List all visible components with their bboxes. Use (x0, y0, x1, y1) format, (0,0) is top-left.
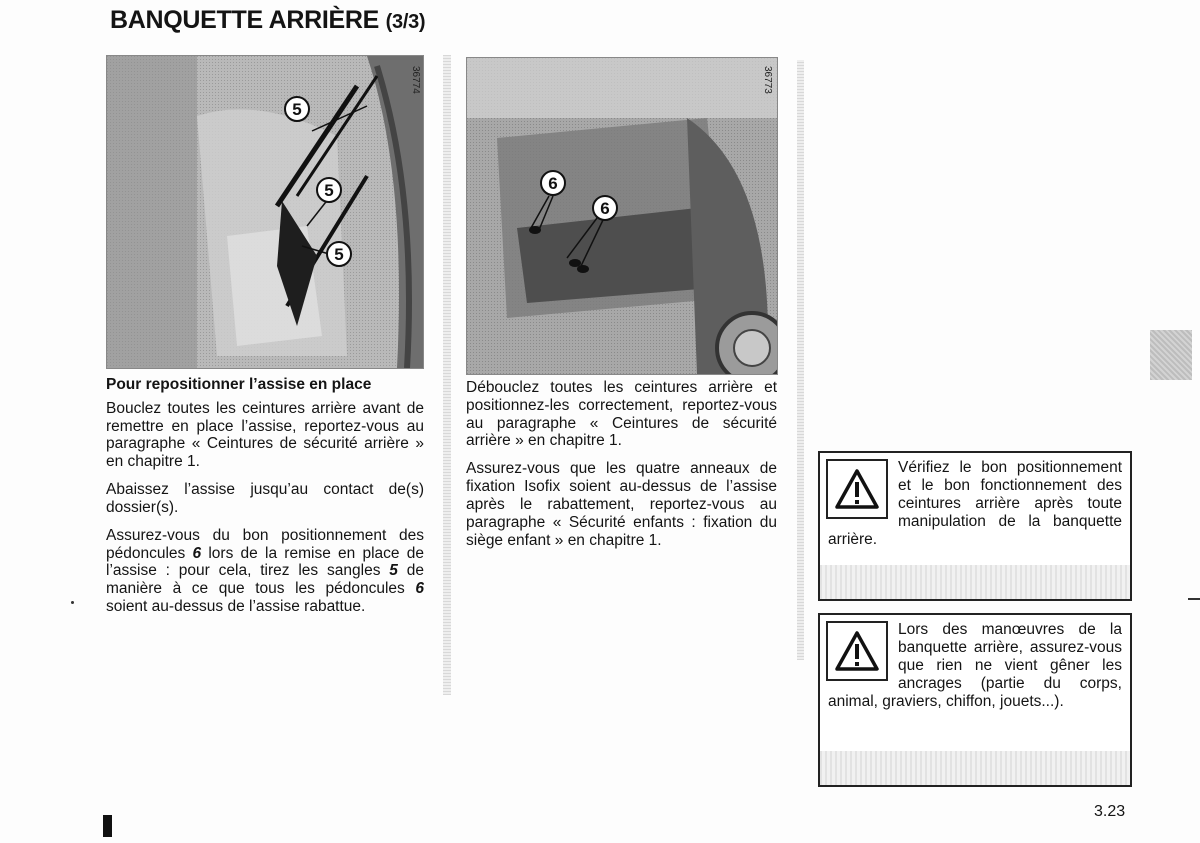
warning-text-belts: Vérifiez le bon positionnement et le bon fonctionnement des ceintures arrière après toute manipulation de la banquette arrière. (828, 459, 1122, 548)
page-number: 3.23 (1094, 803, 1126, 820)
svg-text:6: 6 (600, 199, 610, 218)
svg-text:6: 6 (548, 174, 558, 193)
figure-ref-right: 36773 (762, 66, 773, 94)
callout-5-bottom (327, 242, 351, 266)
margin-mark (103, 815, 112, 837)
page-title (110, 6, 425, 35)
figure-ref-left: 36774 (410, 66, 421, 94)
paragraph-buckle-belts: Bouclez toutes les ceintures arrière avant de remettre en place l’assise, reportez-vous au paragraphe « Ceintures de sécurité arrière » en chapitre 1. (106, 399, 424, 471)
warning-triangle-icon (826, 459, 888, 519)
warning-box-anchors (818, 613, 1132, 787)
warning-triangle-icon (826, 621, 888, 681)
warning-box-belts (818, 451, 1132, 601)
column-separator-right (797, 60, 804, 660)
callout-6-right (593, 196, 617, 220)
callout-6-left (541, 171, 565, 195)
margin-tick (1188, 598, 1200, 600)
paragraph-unbuckle-belts: Débouclez toutes les ceintures arrière et positionnez-les correctement, reportez-vous au paragraphe « Ceintures de sécurité arrière » en chapitre 1. (466, 379, 777, 450)
warning-box-grain (820, 751, 1130, 785)
svg-text:5: 5 (292, 100, 302, 119)
page-title-main: BANQUETTE ARRIÈRE (110, 6, 379, 34)
column-2 (466, 379, 777, 559)
figure-rear-seat-straps (106, 55, 424, 369)
warning-text-anchors: Lors des manœuvres de la banquette arrière, assurez-vous que rien ne vient gêner les ancrages (partie du corps, animal, graviers, chiffon, jouets...). (828, 621, 1122, 710)
paragraph-isofix-rings: Assurez-vous que les quatre anneaux de fixation Isofix soient au-dessus de l’assise après le rabattement, reportez-vous au paragraphe « Sécurité enfants : fixation du siège enfant » en chapitre 1. (466, 460, 777, 549)
callout-5-top (285, 97, 309, 121)
paragraph-lower-seat: Abaissez l’assise jusqu’au contact de(s) dossier(s). (106, 481, 424, 516)
paragraph-check-stalks: Assurez-vous du bon positionnement des pédoncules 6 lors de la remise en place de l’assise : pour cela, tirez les sangles 5 de manière à ce que tous les pédoncules 6 soient au-dessus de l’assise rabattue. (106, 526, 425, 615)
warning-box-grain (820, 565, 1130, 599)
figure-isofix-rings (466, 57, 778, 375)
scan-dot (71, 601, 74, 604)
chapter-thumb-tab (1150, 330, 1192, 380)
section-heading: Pour repositionner l’assise en place (106, 376, 372, 393)
column-separator-left (443, 55, 451, 695)
svg-text:5: 5 (324, 181, 334, 200)
svg-text:5: 5 (334, 245, 344, 264)
column-1 (106, 376, 424, 626)
callout-5-middle (317, 178, 341, 202)
page-title-suffix: (3/3) (385, 11, 426, 33)
